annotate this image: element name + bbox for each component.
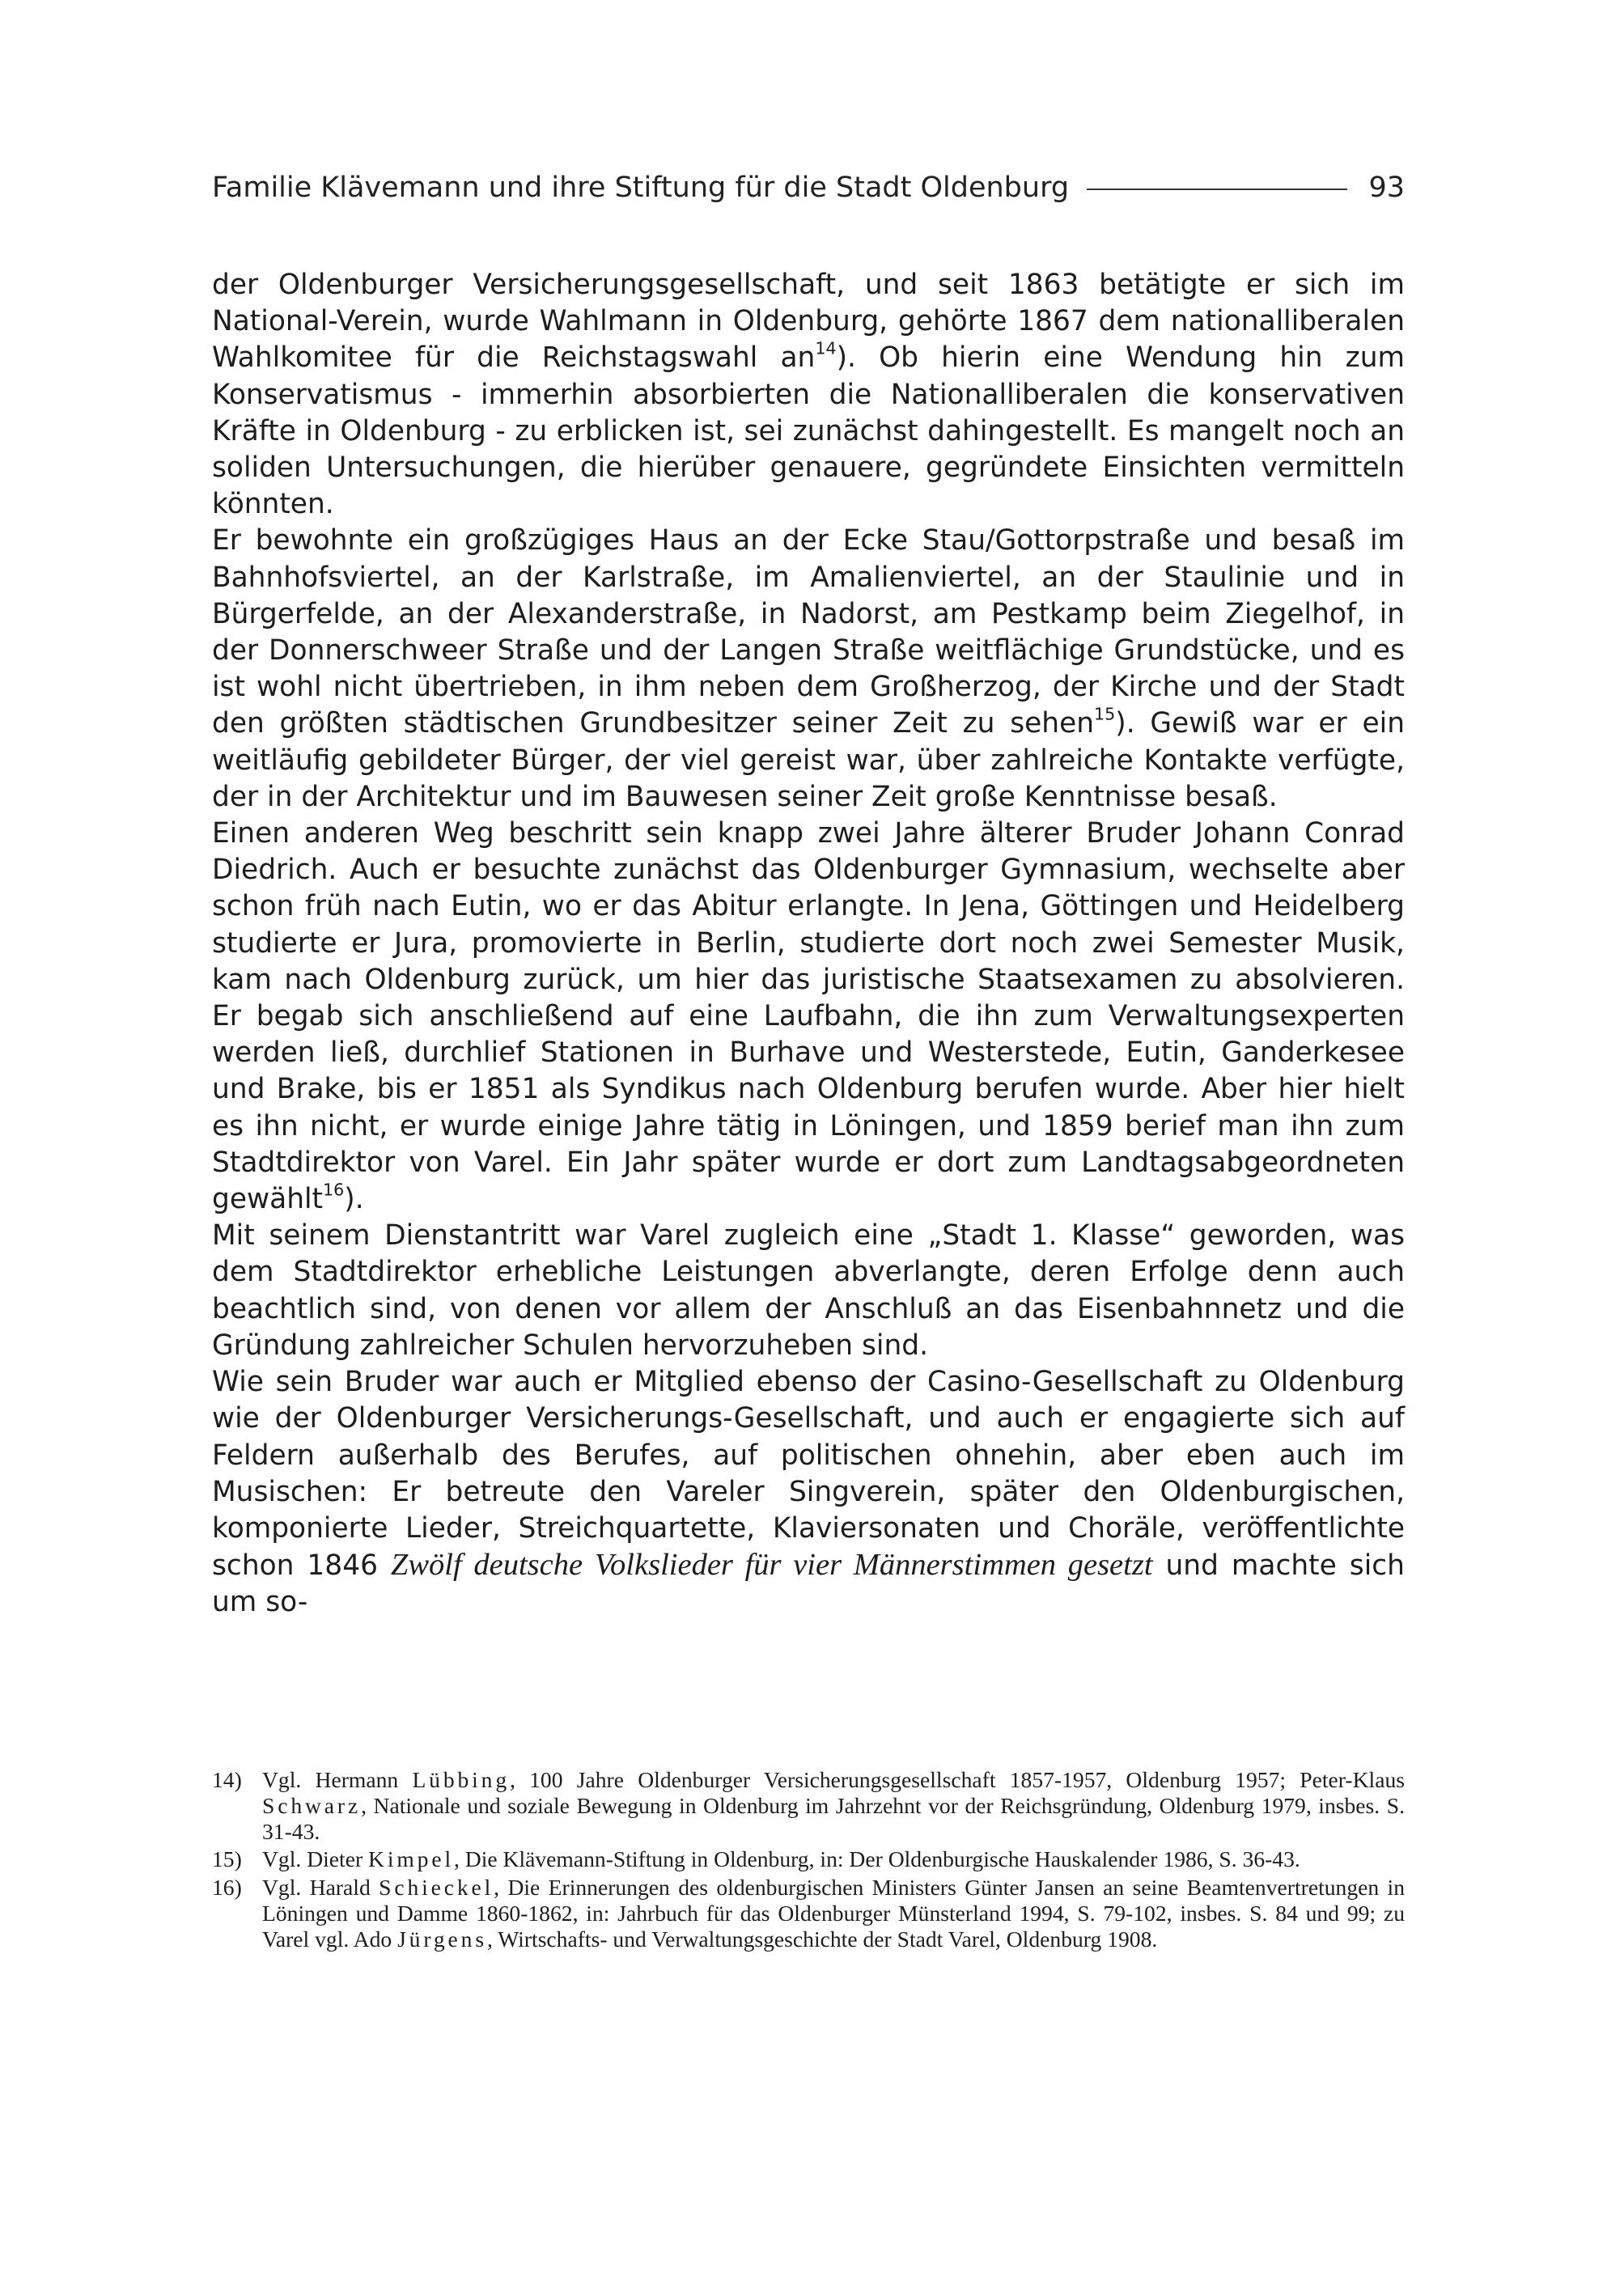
paragraph-3-text-a: Einen anderen Weg beschritt sein knapp zwei Jahre älterer Bruder Johann Conrad Diedrich. Auch er besuchte zunächst das Oldenburger Gymnasium, wechselte aber schon früh nach Eutin, wo er das Abitur erlangte. In Jena, Göttingen und Heidelberg studierte er Jura, promovierte in Berlin, studierte dort noch zwei Semester Musik, kam nach Oldenburg zurück, um hier das juristische Staatsexamen zu absolvieren. Er begab sich anschließend auf eine Laufbahn, die ihn zum Verwaltungsexperten werden ließ, durchlief Stationen in Burhave und Westerstede, Eutin, Ganderkesee und Brake, bis er 1851 als Syndikus nach Oldenburg berufen wurde. Aber hier hielt es ihn nicht, er wurde einige Jahre tätig in Löningen, und 1859 berief man ihn zum Stadtdirektor von Varel. Ein Jahr später wurde er dort zum Landtagsabgeordneten gewählt	[212, 817, 1405, 1216]
running-head-rule	[1087, 189, 1347, 190]
footnote-text-b: , Die Klävemann-Stiftung in Oldenburg, in: Der Oldenburgische Hauskalender 1986, S. 36-43.	[453, 1846, 1300, 1872]
author-name: Lübbing	[412, 1767, 510, 1792]
footnote-text-a: Vgl. Harald	[262, 1875, 379, 1901]
paragraph-5-text-b: und machte sich um so-	[212, 1549, 1405, 1619]
footnote-text	[262, 1875, 1405, 1952]
book-title: Zwölf deutsche Volkslieder für vier Männerstimmen gesetzt	[390, 1548, 1153, 1583]
paragraph-2-text-a: Er bewohnte ein großzügiges Haus an der Ecke Stau/Gottorpstraße und besaß im Bahnhofsviertel, an der Karlstraße, im Amalienviertel, an der Staulinie und in Bürgerfelde, an der Alexanderstraße, in Nadorst, am Pestkamp beim Ziegelhof, in der Donnerschweer Straße und der Langen Straße weitflächige Grundstücke, und es ist wohl nicht übertrieben, in ihm neben dem Großherzog, der Kirche und der Stadt den größten städtischen Grundbesitzer seiner Zeit zu sehen	[212, 524, 1405, 740]
paragraph-2-text-b: ). Gewiß war er ein weitläufig gebildeter Bürger, der viel gereist war, über zahlreiche Kontakte verfügte, der in der Architektur und im Bauwesen seiner Zeit große Kenntnisse besaß.	[212, 707, 1405, 813]
paragraph-3	[212, 816, 1405, 1218]
paragraph-5	[212, 1364, 1405, 1621]
author-name: Jürgens	[397, 1926, 487, 1952]
body-text	[212, 267, 1405, 1621]
footnote-ref-14: 14	[815, 338, 837, 358]
footnote-ref-15: 15	[1094, 704, 1116, 724]
footnote-16	[212, 1875, 1405, 1952]
footnote-number: 16)	[212, 1875, 242, 1901]
running-head	[212, 168, 1405, 207]
footnote-text-c: , Wirtschafts- und Verwaltungsgeschichte der Stadt Varel, Oldenburg 1908.	[486, 1926, 1158, 1952]
page-number: 93	[1368, 172, 1405, 204]
paragraph-1	[212, 267, 1405, 523]
author-name: Schwarz	[262, 1792, 362, 1818]
footnote-text-a: Vgl. Hermann	[262, 1767, 413, 1792]
footnote-text-b: , 100 Jahre Oldenburger Versicherungsgesellschaft 1857-1957, Oldenburg 1957; Peter-Klaus	[510, 1767, 1405, 1792]
paragraph-3-text-b: ).	[344, 1183, 364, 1216]
footnote-text-c: , Nationale und soziale Bewegung in Oldenburg im Jahrzehnt vor der Reichsgründung, Oldenburg 1979, insbes. S. 31-43.	[262, 1792, 1405, 1844]
footnote-number: 14)	[212, 1767, 242, 1792]
author-name: Kimpel	[368, 1846, 454, 1872]
footnote-text-a: Vgl. Dieter	[262, 1846, 369, 1872]
footnote-14	[212, 1767, 1405, 1844]
paragraph-1-text-a: der Oldenburger Versicherungsgesellschaft, und seit 1863 betätigte er sich im National-Verein, wurde Wahlmann in Oldenburg, gehörte 1867 dem nationalliberalen Wahlkomitee für die Reichstagswahl an	[212, 269, 1405, 375]
author-name: Schieckel	[379, 1875, 494, 1901]
paragraph-5-text-a: Wie sein Bruder war auch er Mitglied ebenso der Casino-Gesellschaft zu Oldenburg wie der Oldenburger Versicherungs-Gesellschaft, und auch er engagierte sich auf Feldern außerhalb des Berufes, auf politischen ohnehin, aber eben auch im Musischen: Er betreute den Vareler Singverein, später den Oldenburgischen, komponierte Lieder, Streichquartette, Klaviersonaten und Choräle, veröffentlichte schon 1846	[212, 1366, 1405, 1583]
footnote-text-b: , Die Erinnerungen des oldenburgischen Ministers Günter Jansen an seine Beamtenvertretungen in Löningen und Damme 1860-1862, in: Jahrbuch für das Oldenburger Münsterland 1994, S. 79-102, insbes. S. 84 und 99; zu Varel vgl. Ado	[262, 1875, 1406, 1952]
footnote-text	[262, 1846, 1405, 1872]
paragraph-4: Mit seinem Dienstantritt war Varel zugleich eine „Stadt 1. Klasse“ geworden, was dem Stadtdirektor erhebliche Leistungen abverlangte, deren Erfolge denn auch beachtlich sind, von denen vor allem der Anschluß an das Eisenbahnnetz und die Gründung zahlreicher Schulen hervorzuheben sind.	[212, 1219, 1405, 1362]
running-head-title: Familie Klävemann und ihre Stiftung für die Stadt Oldenburg	[212, 172, 1070, 204]
paragraph-1-text-b: ). Ob hierin eine Wendung hin zum Konservatismus - immerhin absorbierten die Nationalliberalen die konservativen Kräfte in Oldenburg - zu erblicken ist, sei zunächst dahingestellt. Es mangelt noch an soliden Untersuchungen, die hierüber genauere, gegründete Einsichten vermitteln könnten.	[212, 341, 1405, 521]
footnote-15	[212, 1846, 1405, 1872]
footnote-text	[262, 1767, 1405, 1844]
footnote-number: 15)	[212, 1846, 242, 1872]
footnotes	[212, 1767, 1405, 1955]
paragraph-2	[212, 523, 1405, 816]
footnote-ref-16: 16	[323, 1180, 345, 1200]
